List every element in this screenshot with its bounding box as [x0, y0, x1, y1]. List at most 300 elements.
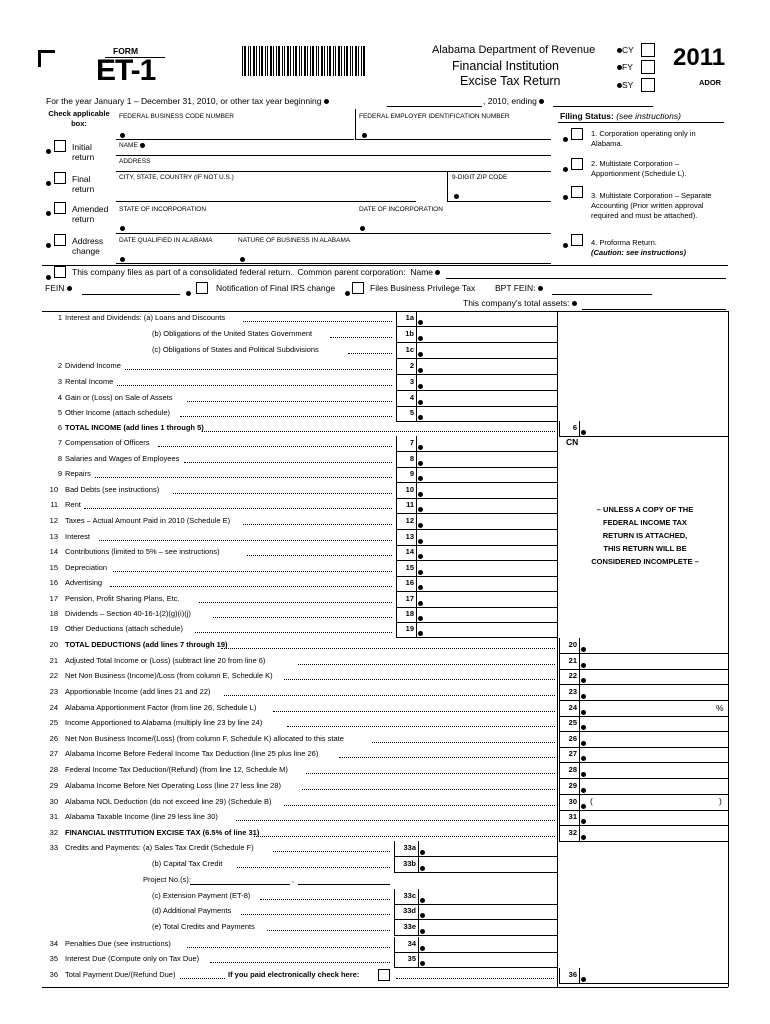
period-begin-field[interactable]: [387, 106, 482, 107]
rule: [579, 638, 580, 654]
dot-leader: [187, 401, 392, 402]
initial-return-checkbox[interactable]: [54, 140, 66, 152]
barcode-bar: [304, 46, 306, 76]
rule: [416, 375, 417, 391]
barcode-bar: [248, 46, 249, 76]
rule: [394, 904, 395, 920]
barcode-bar: [244, 46, 246, 76]
barcode-bar: [350, 46, 351, 76]
dot-leader: [339, 757, 555, 758]
barcode-bar: [267, 46, 268, 76]
rule: [559, 779, 560, 795]
barcode-bar: [324, 46, 325, 76]
filing-status-4-checkbox[interactable]: [571, 234, 583, 246]
line-text: Alabama Income Before Net Operating Loss (line 27 less line 28): [65, 781, 281, 790]
dot-leader: [273, 711, 556, 712]
filing-status-4-note: (Caution: see instructions): [591, 248, 687, 257]
rule: [396, 467, 397, 483]
dot-leader: [125, 369, 393, 370]
irs-change-checkbox[interactable]: [196, 282, 208, 294]
line-box-number: 33c: [403, 891, 416, 900]
barcode-bar: [346, 46, 348, 76]
rule: [416, 530, 417, 546]
dot-leader: [287, 726, 555, 727]
dot-leader: [273, 851, 391, 852]
line-amount-field[interactable]: [420, 923, 425, 941]
line-box-number: 25: [568, 718, 577, 727]
line-text: Gain or (Loss) on Sale of Assets: [65, 393, 173, 402]
amended-return-label: Amended return: [72, 204, 109, 224]
dot-leader: [243, 524, 392, 525]
rule: [396, 607, 557, 608]
filing-status-1-checkbox[interactable]: [571, 128, 583, 140]
line-box-number: 30: [568, 797, 577, 806]
line-text: Dividend Income: [65, 361, 121, 370]
rule: [116, 155, 551, 156]
total-assets-label: This company's total assets:: [463, 298, 577, 308]
rule: [559, 684, 728, 685]
filing-status-title: Filing Status: (see instructions): [560, 111, 681, 121]
dot-leader: [195, 632, 392, 633]
line-box-number: 3: [409, 377, 414, 386]
rule: [559, 669, 560, 685]
address-change-checkbox[interactable]: [54, 234, 66, 246]
rule: [396, 513, 557, 514]
rule: [396, 375, 397, 391]
fein-field[interactable]: [362, 127, 367, 145]
line-box-number: 4: [409, 393, 414, 402]
filing-status-3-option: [563, 189, 568, 207]
rule: [394, 889, 395, 905]
rule: [579, 747, 580, 763]
barcode-bar: [295, 46, 297, 76]
rule: [558, 122, 724, 123]
line-amount-field[interactable]: [418, 625, 423, 643]
filing-status-1-option: [563, 131, 568, 149]
line-number: 22: [49, 671, 58, 680]
total-assets-field[interactable]: [582, 309, 726, 310]
line-box-number: 1a: [405, 313, 414, 322]
zip-field[interactable]: [454, 188, 459, 206]
rule: [416, 467, 417, 483]
rule: [396, 390, 557, 391]
rule: [559, 778, 728, 779]
barcode-bar: [256, 46, 257, 76]
dot-leader: [158, 446, 392, 447]
period-mid: , 2010, ending: [483, 96, 544, 106]
rule: [416, 452, 417, 468]
rule: [396, 591, 557, 592]
line-text: Alabama Apportionment Factor (from line 26, Schedule L): [65, 703, 257, 712]
rule: [394, 935, 557, 936]
filing-status-3-checkbox[interactable]: [571, 186, 583, 198]
line-number: 35: [49, 954, 58, 963]
column-divider: [557, 311, 558, 987]
barcode-bar: [327, 46, 328, 76]
dot-leader: [348, 353, 392, 354]
barcode-bar: [270, 46, 272, 76]
barcode-bar: [259, 46, 260, 76]
line-box-number: 7: [409, 438, 414, 447]
line-box-number: 33e: [403, 922, 416, 931]
filing-status-2-checkbox[interactable]: [571, 158, 583, 170]
consolidated-checkbox[interactable]: [54, 266, 66, 278]
line-number: 14: [49, 547, 58, 556]
rule: [559, 983, 728, 984]
rule: [559, 747, 560, 763]
line-number: 15: [49, 563, 58, 572]
filing-status-2-option: [563, 161, 568, 179]
rule: [418, 889, 419, 905]
line-number: 31: [49, 812, 58, 821]
dot-leader: [180, 978, 225, 979]
rule: [416, 622, 417, 638]
line-number: 23: [49, 687, 58, 696]
line-amount-field[interactable]: [420, 955, 425, 973]
rule: [396, 482, 557, 483]
line-amount-field[interactable]: [420, 860, 425, 878]
form-label: FORM: [113, 46, 139, 56]
bpt-fein-field[interactable]: [552, 294, 652, 295]
rule: [559, 732, 560, 748]
rule: [396, 452, 397, 468]
dot-leader: [236, 820, 556, 821]
line-text: (c) Obligations of States and Political Subdivisions: [152, 345, 319, 354]
line-number: 5: [57, 408, 62, 417]
rule: [396, 514, 397, 530]
line-text: Interest and Dividends: (a) Loans and Discounts: [65, 313, 226, 322]
rule: [394, 952, 395, 968]
rule: [416, 514, 417, 530]
name-label: NAME: [119, 142, 145, 149]
line-box-number: 1c: [405, 345, 414, 354]
rule: [559, 795, 560, 811]
dot-leader: [224, 695, 555, 696]
rule: [396, 530, 397, 546]
line-box-number: 15: [405, 563, 414, 572]
period-sy: SY: [617, 80, 633, 90]
rule: [416, 561, 417, 577]
rule: [394, 937, 395, 953]
line-text: TOTAL DEDUCTIONS (add lines 7 through 19): [65, 640, 228, 649]
rule: [416, 576, 417, 592]
amended-return-option: [46, 205, 51, 223]
final-return-checkbox[interactable]: [54, 172, 66, 184]
initial-return-option: [46, 143, 51, 161]
barcode-bar: [338, 46, 340, 76]
line-text: Rental Income: [65, 377, 114, 386]
rule: [579, 779, 580, 795]
rule: [416, 343, 417, 359]
rule: [396, 421, 557, 422]
bpt-fein-label: BPT FEIN:: [495, 283, 543, 293]
line-number: 16: [49, 578, 58, 587]
corner-mark: [38, 50, 55, 67]
dot-leader: [306, 773, 555, 774]
bpt-option: [345, 285, 350, 303]
form-bottom-rule: [42, 987, 728, 988]
project-separator: ,: [292, 875, 295, 884]
date-qualified-label: DATE QUALIFIED IN ALABAMA: [119, 237, 213, 244]
line-box-number: 27: [568, 749, 577, 758]
line-number: 26: [49, 734, 58, 743]
rule: [355, 109, 356, 139]
line-text: Net Non Business (Income)/Loss (from column E, Schedule K): [65, 671, 273, 680]
line-number: 13: [49, 532, 58, 541]
department-name: Alabama Department of Revenue: [432, 44, 596, 56]
final-return-option: [46, 175, 51, 193]
zip-label: 9-DIGIT ZIP CODE: [452, 174, 508, 181]
rule: [416, 545, 417, 561]
state-incorp-field[interactable]: [120, 220, 125, 238]
line-number: 33: [49, 843, 58, 852]
rule: [116, 263, 551, 264]
rule: [396, 483, 397, 499]
cn-label: CN: [566, 437, 579, 447]
line-number: 10: [49, 485, 58, 494]
barcode-bar: [278, 46, 280, 76]
dot-leader: [84, 508, 392, 509]
rule: [579, 795, 580, 811]
form-title-line2: Excise Tax Return: [460, 74, 561, 88]
line-box-number: 16: [405, 578, 414, 587]
rule: [396, 311, 397, 327]
line-text: Project No.(s):: [143, 875, 191, 884]
barcode-bar: [282, 46, 283, 76]
rule: [396, 592, 397, 608]
line-box-number: 33b: [403, 859, 416, 868]
barcode-bar: [363, 46, 365, 76]
rule: [396, 576, 557, 577]
dot-leader: [187, 947, 390, 948]
line-number: 18: [49, 609, 58, 618]
line-text: Other Deductions (attach schedule): [65, 624, 183, 633]
dot-leader: [372, 742, 555, 743]
line-number: 27: [49, 749, 58, 758]
bpt-checkbox[interactable]: [352, 282, 364, 294]
electronic-payment-checkbox[interactable]: [378, 969, 390, 981]
line-amount-field[interactable]: [418, 409, 423, 427]
rule: [416, 406, 417, 422]
rule: [559, 794, 728, 795]
line-text: Interest Due (Compute only on Tax Due): [65, 954, 200, 963]
line-number: 17: [49, 594, 58, 603]
line-text: Income Apportioned to Alabama (multiply line 23 by line 24): [65, 718, 263, 727]
address-label: ADDRESS: [119, 158, 151, 165]
line-box-number: 19: [405, 624, 414, 633]
rule: [559, 763, 560, 779]
rule: [559, 841, 728, 842]
bpt-label: Files Business Privilege Tax: [370, 283, 476, 293]
line-box-number: 5: [409, 408, 414, 417]
project-number-field-1[interactable]: [190, 884, 290, 885]
line-number: 7: [57, 438, 62, 447]
dot-leader: [298, 664, 555, 665]
rule: [559, 968, 560, 984]
rule: [42, 265, 728, 266]
rule: [116, 233, 551, 234]
line-box-number: 36: [568, 970, 577, 979]
rule: [559, 421, 560, 437]
line-text: Alabama Income Before Federal Income Tax Deduction (line 25 plus line 26): [65, 749, 319, 758]
line-box-number: 34: [407, 939, 416, 948]
rule: [418, 904, 419, 920]
barcode-bar: [358, 46, 359, 76]
amended-return-checkbox[interactable]: [54, 202, 66, 214]
line-number: 34: [49, 939, 58, 948]
barcode-bar: [273, 46, 274, 76]
rule: [559, 701, 560, 717]
rule: [559, 700, 728, 701]
rule: [116, 201, 416, 202]
rule: [416, 498, 417, 514]
barcode-bar: [253, 46, 255, 76]
period-fy-checkbox[interactable]: [641, 60, 655, 74]
ador-label: ADOR: [699, 78, 722, 87]
line-text: TOTAL INCOME (add lines 1 through 5): [65, 423, 204, 432]
rule: [396, 498, 557, 499]
rule: [394, 967, 557, 968]
rule: [394, 920, 395, 936]
dot-leader: [202, 431, 555, 432]
barcode-bar: [355, 46, 357, 76]
barcode-bar: [301, 46, 302, 76]
project-number-field-2[interactable]: [298, 884, 390, 885]
line-box-number: 14: [405, 547, 414, 556]
line-text: Alabama NOL Deduction (do not exceed line 29) (Schedule B): [65, 797, 272, 806]
barcode-bar: [312, 46, 314, 76]
barcode-bar: [329, 46, 331, 76]
line-text: Interest: [65, 532, 91, 541]
parent-fein-field[interactable]: [82, 294, 180, 295]
rule: [396, 343, 397, 359]
line-text: Contributions (limited to 5% – see instructions): [65, 547, 220, 556]
line-amount-field[interactable]: [581, 424, 586, 442]
rule: [559, 716, 728, 717]
line-number: 21: [49, 656, 58, 665]
line-box-number: 13: [405, 532, 414, 541]
filing-status-4-text: 4. Proforma Return.: [591, 238, 657, 247]
barcode-bar: [299, 46, 300, 76]
rule: [559, 716, 560, 732]
line-box-number: 23: [568, 687, 577, 696]
dot-leader: [284, 679, 555, 680]
barcode-bar: [242, 46, 243, 76]
consolidated-text: This company files as part of a consolidated federal return. Common parent corporation: Name: [72, 267, 440, 277]
period-sy-checkbox[interactable]: [641, 78, 655, 92]
dot-leader: [237, 867, 390, 868]
rule: [394, 872, 557, 873]
rule: [396, 327, 397, 343]
line-number: 19: [49, 624, 58, 633]
dot-leader: [210, 962, 390, 963]
period-end-field[interactable]: [553, 106, 653, 107]
rule: [416, 483, 417, 499]
electronic-payment-label: If you paid electronically check here:: [228, 970, 360, 979]
dot-leader: [396, 978, 554, 979]
irs-change-option: [186, 285, 191, 303]
rule: [416, 327, 417, 343]
rule: [559, 826, 560, 842]
rule: [579, 685, 580, 701]
tax-year: 2011: [673, 44, 726, 71]
rule: [394, 841, 395, 857]
dot-leader: [247, 555, 392, 556]
dot-leader: [254, 836, 555, 837]
rule: [418, 920, 419, 936]
date-incorp-field[interactable]: [360, 220, 365, 238]
nature-business-label: NATURE OF BUSINESS IN ALABAMA: [238, 237, 351, 244]
rule: [579, 701, 580, 717]
line-box-number: 2: [409, 361, 414, 370]
dot-leader: [302, 789, 555, 790]
line-text: (b) Capital Tax Credit: [152, 859, 223, 868]
rule: [396, 358, 557, 359]
rule: [559, 825, 728, 826]
period-cy-checkbox[interactable]: [641, 43, 655, 57]
rule: [396, 406, 397, 422]
barcode-bar: [316, 46, 317, 76]
line-text: Salaries and Wages of Employees: [65, 454, 180, 463]
rule: [559, 731, 728, 732]
filing-status-2-text: 2. Multistate Corporation – Apportionment (Schedule L).: [591, 159, 687, 178]
dot-leader: [260, 899, 390, 900]
dot-leader: [284, 805, 555, 806]
line-box-number: 29: [568, 781, 577, 790]
period-cy: CY: [617, 45, 634, 55]
filing-status-4-option: [563, 237, 568, 255]
barcode-bar: [321, 46, 323, 76]
barcode-bar: [293, 46, 294, 76]
line-text: Alabama Taxable Income (line 29 less line 30): [65, 812, 218, 821]
barcode-bar: [290, 46, 291, 76]
line-text: Dividends – Section 40-16-1(2)(g)(i)(j): [65, 609, 191, 618]
barcode-bar: [344, 46, 345, 76]
parent-name-field[interactable]: [446, 278, 726, 279]
rule: [559, 653, 728, 654]
line-box-number: 33a: [403, 843, 416, 852]
rule: [579, 716, 580, 732]
rule: [396, 498, 397, 514]
rule: [418, 857, 419, 873]
line-text: Penalties Due (see instructions): [65, 939, 171, 948]
rule: [416, 391, 417, 407]
rule: [396, 622, 397, 638]
final-return-label: Final return: [72, 174, 95, 194]
line-number: 32: [49, 828, 58, 837]
line-amount-field[interactable]: [581, 829, 586, 847]
fed-business-code-label: FEDERAL BUSINESS CODE NUMBER: [119, 113, 234, 120]
rule: [396, 545, 397, 561]
barcode-bar: [265, 46, 266, 76]
line-number: 24: [49, 703, 58, 712]
dot-leader: [241, 914, 390, 915]
dot-leader: [95, 477, 392, 478]
line-box-number: 10: [405, 485, 414, 494]
rule: [396, 576, 397, 592]
line-box-number: 6: [572, 423, 577, 432]
line-box-number: 33d: [403, 906, 416, 915]
line-number: 29: [49, 781, 58, 790]
line-box-number: 32: [568, 828, 577, 837]
rule: [579, 732, 580, 748]
address-change-label: Address change: [72, 236, 104, 256]
dot-leader: [199, 602, 393, 603]
line-number: 8: [57, 454, 62, 463]
rule: [559, 810, 560, 826]
barcode-bar: [341, 46, 342, 76]
barcode-bar: [250, 46, 251, 76]
